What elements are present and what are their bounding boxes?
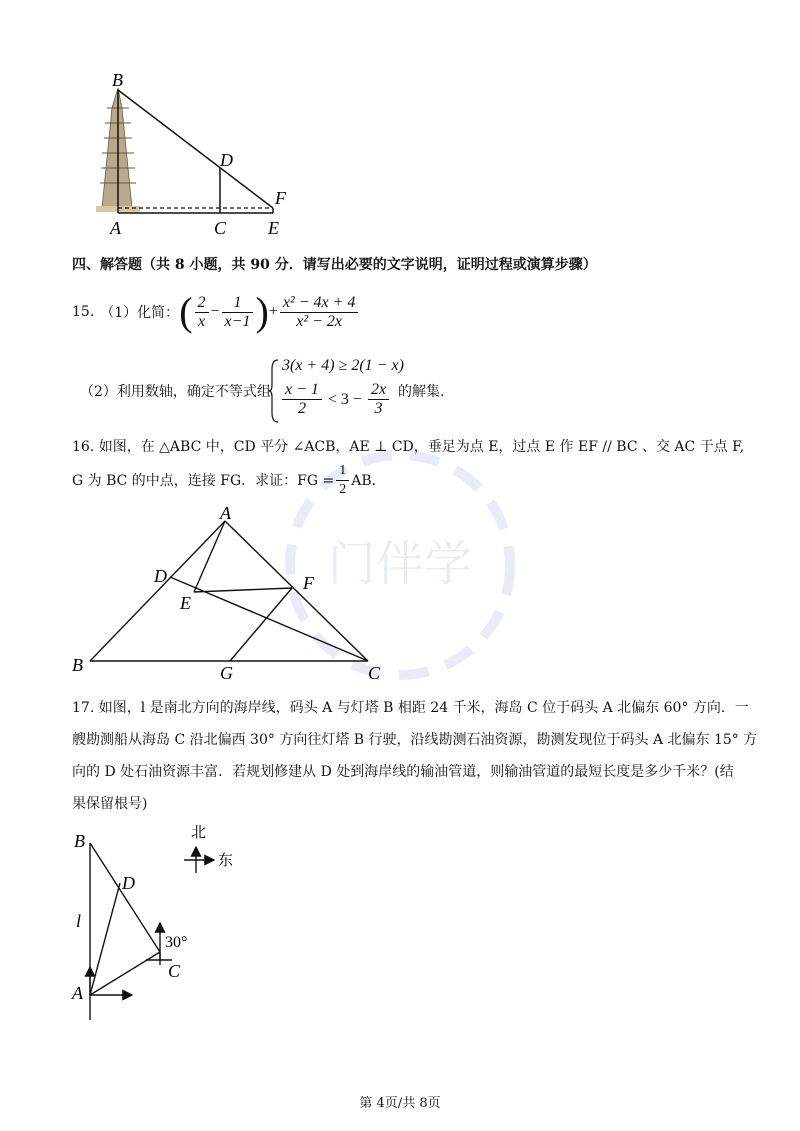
q17-line4: 果保留根号) xyxy=(72,796,148,812)
q15-part2: （2）利用数轴，确定不等式组 3(x + 4) ≥ 2(1 − x) $\frac{x - 1}{2}$ < 3 − $\frac{2x}{3}$ 的解集. xyxy=(80,357,680,427)
q15-ineq1: 3(x + 4) ≥ 2(1 − x) xyxy=(282,357,404,374)
figure-q17 xyxy=(62,815,262,1030)
q15-part1-prefix: （1）化简： xyxy=(100,305,180,321)
label-B: B xyxy=(112,70,123,90)
label-D: D xyxy=(122,873,135,893)
label-G: G xyxy=(220,663,233,683)
label-E: E xyxy=(268,218,279,238)
q17-line2: 艘勘测船从海岛 C 沿北偏西 30° 方向往灯塔 B 行驶，沿线勘测石油资源，勘测发现位于码头 A 北偏东 15° 方 xyxy=(72,732,758,748)
q15-frac3: $\frac{\text{x² − 4x + 4}}{\text{x² − 2x}}$ xyxy=(280,294,359,331)
label-F: F xyxy=(303,573,314,593)
page-footer: 第 4页/共 8页 xyxy=(359,1096,441,1111)
q15-frac2: $\frac{1}{x-1}$ xyxy=(222,294,254,331)
label-A: A xyxy=(72,983,83,1003)
q15-part1: 15. （1）化简： ( $\frac{2}{x}$ − $\frac{1}{x-1}$ ) + $\frac{\text{x² − 4x + 4}}{\text{x² − 2x}}$ xyxy=(72,290,360,334)
label-C: C xyxy=(214,218,227,238)
q17-line3: 向的 D 处石油资源丰富．若规划修建从 D 处到海岸线的输油管道，则输油管道的最短长度是多少千米？(结 xyxy=(72,764,734,780)
label-C: C xyxy=(168,961,181,981)
q17-line1: 17. 如图，l 是南北方向的海岸线，码头 A 与灯塔 B 相距 24 千米，海岛 C 位于码头 A 北偏东 60° 方向．一 xyxy=(72,700,749,716)
label-D: D xyxy=(220,150,233,170)
label-D: D xyxy=(154,566,167,586)
figure-q14 xyxy=(90,68,300,238)
q15-part2-prefix: （2）利用数轴，确定不等式组 xyxy=(80,384,271,400)
angle-label: 30° xyxy=(165,934,188,951)
section-title: 四、解答题（共 8 小题，共 90 分．请写出必要的文字说明，证明过程或演算步骤） xyxy=(72,257,597,273)
compass-east: 东 xyxy=(218,851,234,869)
q16-line1: 16. 如图，在 △ABC 中，CD 平分 ∠ACB，AE ⊥ CD，垂足为点 E，过点 E 作 EF // BC 、交 AC 于点 F, xyxy=(72,439,745,455)
label-F: F xyxy=(275,188,286,208)
q15-frac1: $\frac{2}{x}$ xyxy=(195,294,209,331)
compass-icon xyxy=(184,823,233,873)
label-A: A xyxy=(220,505,231,523)
label-B: B xyxy=(72,655,83,675)
label-l: l xyxy=(76,911,82,931)
compass-north: 北 xyxy=(191,823,207,841)
q15-ineq2-frac2: $\frac{2x}{3}$ xyxy=(368,381,389,418)
label-C: C xyxy=(368,663,381,683)
figure-q16 xyxy=(70,505,400,685)
q16-line2: G 为 BC 的中点，连接 FG．求证：FG = $\frac{1}{2}$ AB． xyxy=(72,462,386,497)
label-E: E xyxy=(180,593,191,613)
q15-number: 15. xyxy=(72,304,95,320)
label-B: B xyxy=(74,831,85,851)
q15-part2-suffix: 的解集. xyxy=(398,384,445,400)
watermark-text: 门伴学 xyxy=(327,536,473,592)
brace-icon xyxy=(268,359,280,423)
label-A: A xyxy=(110,218,121,238)
q15-ineq2-frac1: $\frac{x - 1}{2}$ xyxy=(282,381,322,418)
